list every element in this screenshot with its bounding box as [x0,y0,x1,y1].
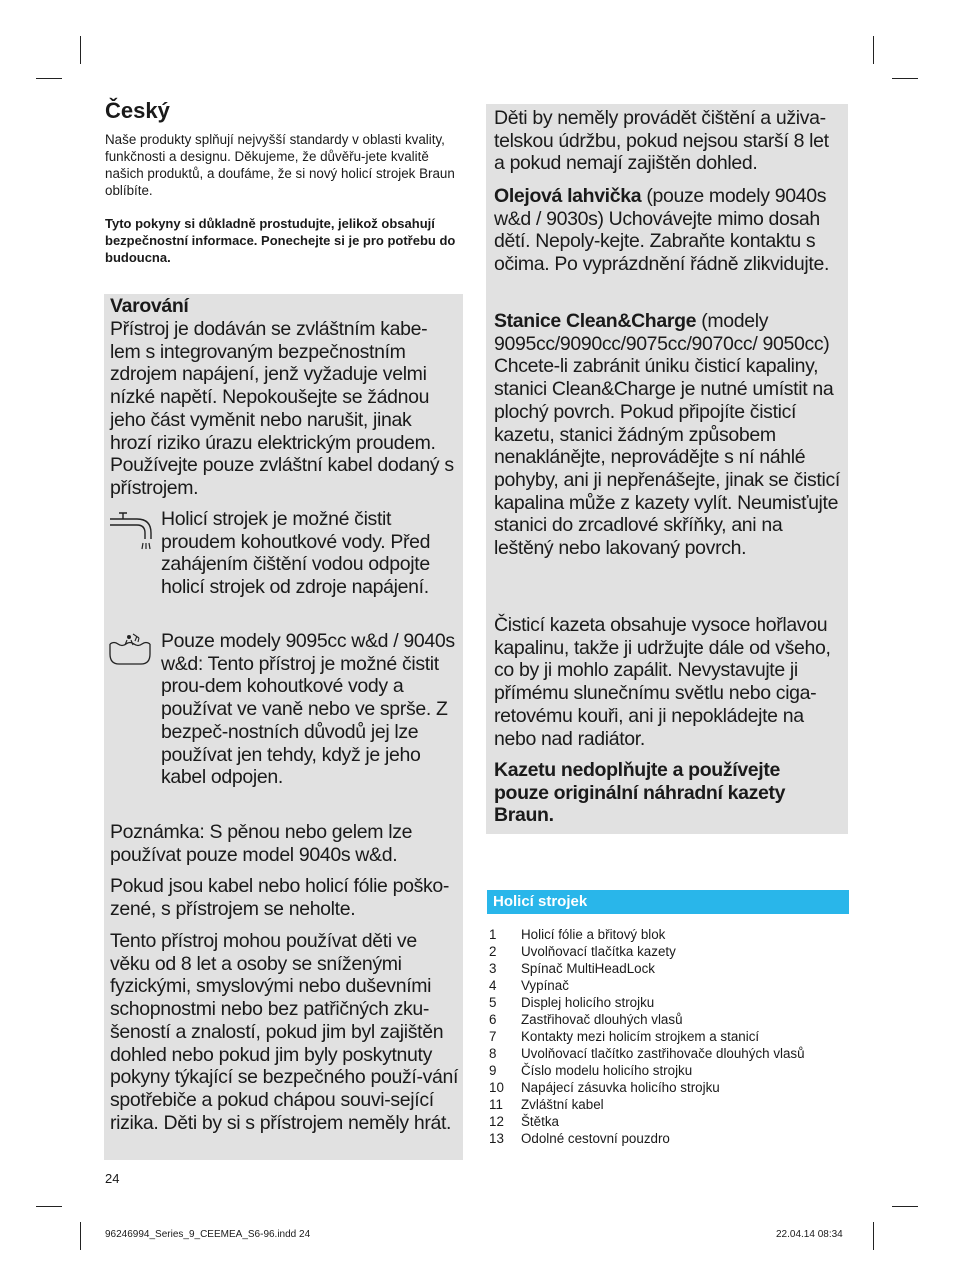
list-item [489,994,829,1011]
faucet-icon [109,509,153,551]
list-item [489,1028,829,1045]
footer-date: 22.04.14 08:34 [776,1229,843,1240]
list-item-label: Vypínač [521,978,569,993]
crop-mark [873,1222,874,1250]
crop-mark [36,78,62,79]
list-item [489,1011,829,1028]
shower-bath-icon [109,632,151,666]
list-item-number: 6 [489,1012,497,1027]
list-item-number: 1 [489,927,497,942]
list-item-label: Displej holicího strojku [521,995,655,1010]
list-item-label: Spínač MultiHeadLock [521,961,655,976]
page-number: 24 [105,1171,120,1186]
list-item [489,926,829,943]
list-item-label: Zvláštní kabel [521,1097,604,1112]
foam-note: Poznámka: S pěnou nebo gelem lze používat pouze model 9040s w&d. [110,821,413,866]
list-item-label: Zastřihovač dlouhých vlasů [521,1012,683,1027]
list-item-number: 4 [489,978,497,993]
list-item [489,943,829,960]
footer-file: 96246994_Series_9_CEEMEA_S6-96.indd 24 [105,1229,311,1240]
list-item-label: Číslo modelu holicího strojku [521,1063,693,1078]
list-item-number: 8 [489,1046,497,1061]
list-item-number: 9 [489,1063,497,1078]
station-text [494,310,844,560]
list-item-number: 3 [489,961,497,976]
bath-cleaning-text: Pouze modely 9095cc w&d / 9040s w&d: Tento přístroj je možné čistit prou-dem kohoutkové vody a používat ve vaně nebo ve sprše. Z bezpeč-nostních důvodů jej lze používat jen tehdy, když je jeho kabel odpojen. [161,630,455,789]
list-item-number: 11 [489,1097,503,1112]
list-item [489,977,829,994]
list-item-label: Štětka [521,1114,559,1129]
list-item-number: 5 [489,995,497,1010]
station-heading: Stanice Clean&Charge [494,310,697,332]
warning-box [104,294,463,1160]
list-item-label: Uvolňovací tlačítka kazety [521,944,676,959]
list-item-label: Holicí fólie a břitový blok [521,927,666,942]
crop-mark [892,78,918,79]
crop-mark [36,1206,62,1207]
list-item-label: Uvolňovací tlačítko zastřihovače dlouhých vlasů [521,1046,805,1061]
warning-text: Přístroj je dodáván se zvláštním kabe-lem s integrovaným bezpečnostním zdrojem napájení, jenž vyžaduje velmi nízké napětí. Nepokoušejte se žádnou jeho část vyměnit nebo narušit, jinak hrozí riziko úrazu elektrickým proudem. Používejte pouze zvláštní kabel dodaný s přístrojem. [110,318,454,499]
list-item-number: 7 [489,1029,497,1044]
child-cleaning-text: Děti by neměly provádět čištění a uživa-telskou údržbu, pokud nejsou starší 8 let a pokud nemají zajištěn dohled. [494,107,829,175]
list-item-number: 2 [489,944,497,959]
section-title: Holicí strojek [493,893,588,910]
list-item-number: 12 [489,1114,504,1129]
tap-cleaning-text: Holicí strojek je možné čistit proudem kohoutkové vody. Před zahájením čištění vodou odpojte holicí strojek od zdroje napájení. [161,508,431,599]
list-item [489,1079,829,1096]
oil-bottle-body: (pouze modely 9040s w&d / 9030s) Uchovávejte mimo dosah dětí. Nepoly-kejte. Zabraňte kontaktu s očima. Po vyprázdnění řádně zlikvidujte. [494,185,830,276]
list-item-number: 13 [489,1131,504,1146]
intro-bold-text: Tyto pokyny si důkladně prostudujte, jelikož obsahují bezpečnostní informace. Ponechejte si je pro potřebu do budoucna. [105,216,456,265]
crop-mark [80,1222,81,1250]
refill-warning: Kazetu nedoplňujte a používejte pouze originální náhradní kazety Braun. [494,759,786,827]
oil-bottle-heading: Olejová lahvička [494,185,642,207]
list-item-label: Odolné cestovní pouzdro [521,1131,670,1146]
list-item [489,960,829,977]
crop-mark [80,36,81,64]
intro-text: Naše produkty splňují nejvyšší standardy v oblasti kvality, funkčnosti a designu. Děkujeme, že důvěřu-jete kvalitě našich produktů, a doufáme, že si nový holicí strojek Braun oblíbíte. [105,132,455,198]
list-item [489,1130,829,1147]
list-item [489,1096,829,1113]
crop-mark [873,36,874,64]
section-header [487,890,849,914]
safety-box [486,104,848,834]
list-item-label: Kontakty mezi holicím strojkem a stanicí [521,1029,760,1044]
warning-heading: Varování [110,295,189,317]
crop-mark [892,1206,918,1207]
list-item-label: Napájecí zásuvka holicího strojku [521,1080,720,1095]
page-title: Český [105,98,170,123]
list-item [489,1113,829,1130]
parts-list [489,926,829,1147]
damaged-warning: Pokud jsou kabel nebo holicí fólie poško-zené, s přístrojem se neholte. [110,875,450,920]
oil-bottle-text [494,185,844,276]
children-warning: Tento přístroj mohou používat děti ve věku od 8 let a osoby se sníženými fyzickými, smyslovými nebo duševními schopnostmi nebo bez patřičných zku-šeností a znalostí, pokud jim byl zajištěn dohled nebo pokud jim byly poskytnuty pokyny týkající se bezpečného použí-vání spotřebiče a pokud chápou souvi-sející rizika. Děti by si s přístrojem neměly hrát. [110,930,459,1134]
list-item [489,1062,829,1079]
cartridge-warning: Čisticí kazeta obsahuje vysoce hořlavou kapalinu, takže ji udržujte dále od všeho, co by ji mohlo zapálit. Nevystavujte ji přímému slunečnímu světlu nebo ciga-retovému kouři, ani ji nepokládejte na nebo nad radiátor. [494,614,831,750]
list-item-number: 10 [489,1080,504,1095]
list-item [489,1045,829,1062]
station-body: (modely 9095cc/9090cc/9075cc/9070cc/ 9050cc) Chcete-li zabránit úniku čisticí kapaliny, stanici Clean&Charge je nutné umístit na plochý povrch. Pokud připojíte čisticí kazetu, stanici žádným způsobem nenaklánějte, neprovádějte s ní náhlé pohyby, ani ji nepřenášejte, jinak se čisticí kapalina může z kazety vylít. Neumisťujte stanici do zrcadlové skříňky, ani na leštěný nebo lakovaný povrch. [494,310,840,560]
